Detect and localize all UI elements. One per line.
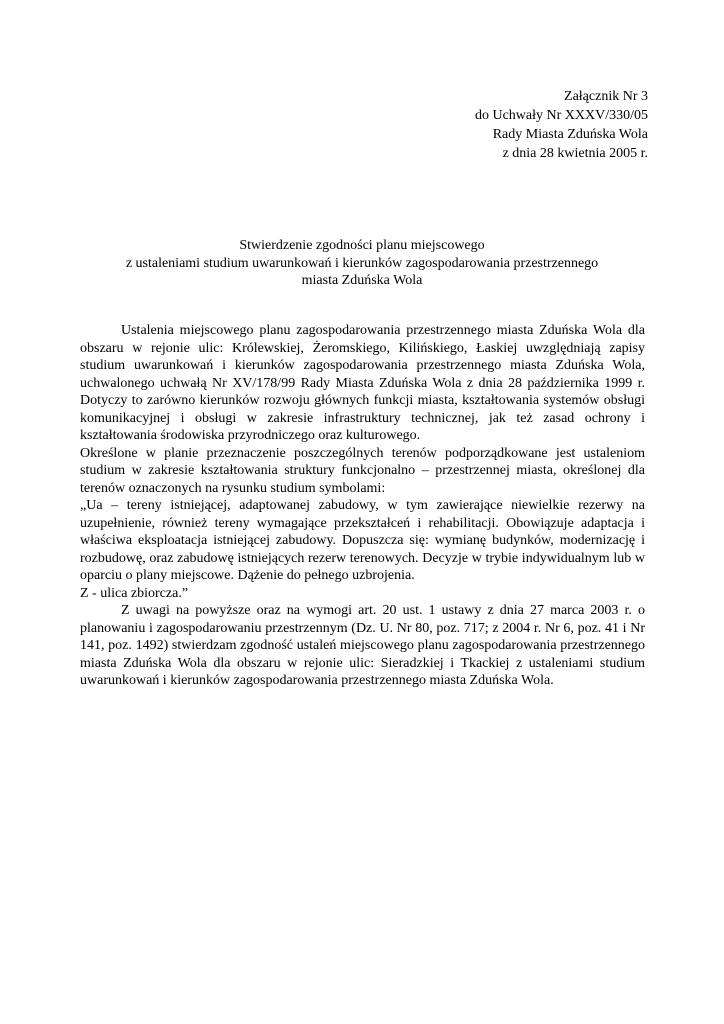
title-line-1: Stwierdzenie zgodności planu miejscowego [239,238,485,253]
title-line-2: z ustaleniami studium uwarunkowań i kierunków zagospodarowania przestrzennego [125,255,599,271]
paragraph-plan-findings: Ustalenia miejscowego planu zagospodarowania przestrzennego miasta Zduńska Wola dla obszaru w rejonie ulic: Królewskiej, Żeromskiego, Kilińskiego, Łaskiej uwzględniają zapisy studium uwarunkowań i kierunków zagospodarowania przestrzennego miasta Zduńska Wola, uchwalonego uchwałą Nr XV/178/99 Rady Miasta Zduńska Wola z dnia 28 października 1999 r. Dotyczy to zarówno kierunków rozwoju głównych funkcji miasta, kształtowania systemów obsługi komunikacyjnej i obsługi w zakresie infrastruktury technicznej, jak też zasad ochrony i kształtowania środowiska przyrodniczego oraz kulturowego. [80,323,645,443]
annex-council: Rady Miasta Zduńska Wola [492,127,648,142]
document-title [0,237,724,290]
paragraph-z-street: Z - ulica zbiorcza.” [80,585,189,601]
annex-header [475,87,648,163]
title-line-3: miasta Zduńska Wola [301,273,423,288]
paragraph-land-use: Określone w planie przeznaczenie poszczególnych terenów podporządkowane jest ustaleniom studium w zakresie kształtowania struktury funkcjonalno – przestrzennej miasta, określonej dla terenów oznaczonych na rysunku studium symbolami: [80,445,645,496]
paragraph-ua-quote: „Ua – tereny istniejącej, adaptowanej zabudowy, w tym zawierające niewielkie rezerwy na uzupełnienie, również tereny wymagające przekształceń i rehabilitacji. Obowiązuje adaptacja i właściwa eksploatacja istniejącej zabudowy. Dopuszcza się: wymianę budynków, modernizację i rozbudowę, oraz zabudowę istniejących rezerw terenowych. Decyzje w trybie indywidualnym lub w oparciu o plany miejscowe. Dążenie do pełnego uzbrojenia. [80,498,645,583]
paragraph-statement: Z uwagi na powyższe oraz na wymogi art. 20 ust. 1 ustawy z dnia 27 marca 2003 r. o planowaniu i zagospodarowaniu przestrzennym (Dz. U. Nr 80, poz. 717; z 2004 r. Nr 6, poz. 41 i Nr 141, poz. 1492) stwierdzam zgodność ustaleń miejscowego planu zagospodarowania przestrzennego miasta Zduńska Wola dla obszaru w rejonie ulic: Sieradzkiej i Tkackiej z ustaleniami studium uwarunkowań i kierunków zagospodarowania przestrzennego miasta Zduńska Wola. [80,603,645,688]
document-body [80,322,645,690]
annex-resolution: do Uchwały Nr XXXV/330/05 [474,108,648,123]
annex-date: z dnia 28 kwietnia 2005 r. [502,146,648,161]
annex-number: Załącznik Nr 3 [564,89,648,104]
